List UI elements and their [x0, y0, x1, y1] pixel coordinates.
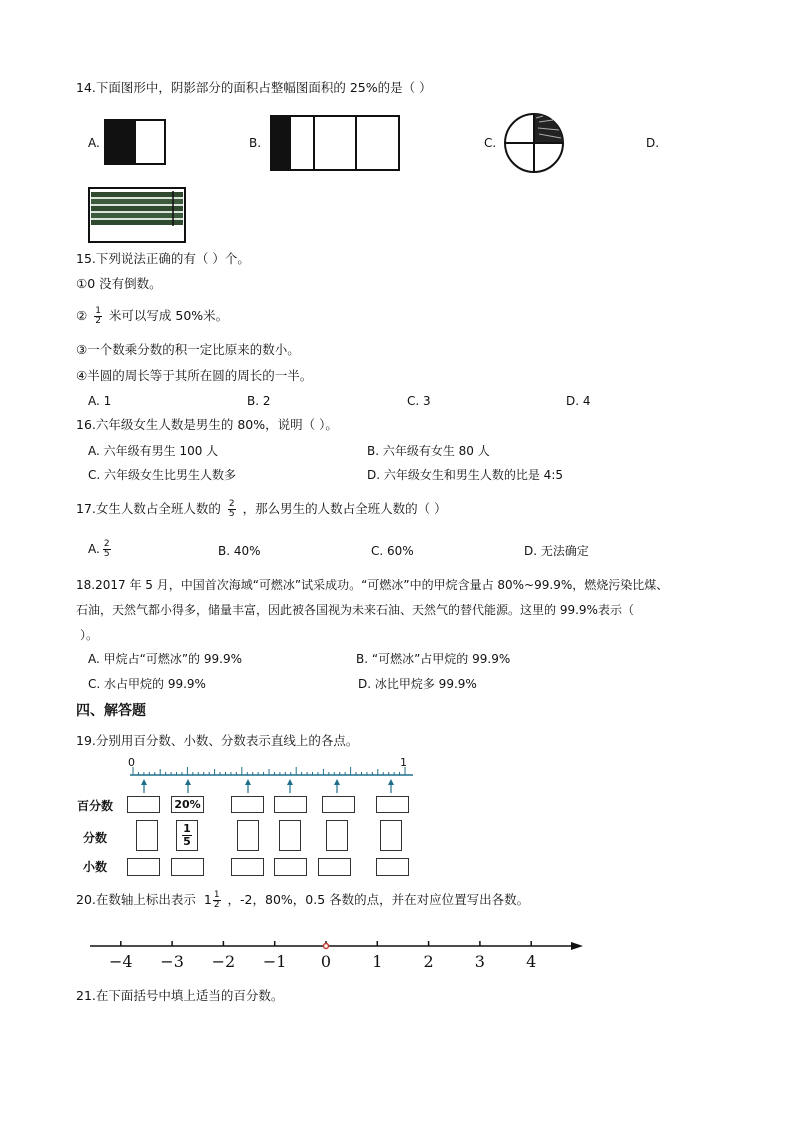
axis-tick-label: 3	[474, 952, 485, 971]
fraction-denominator: 5	[103, 549, 110, 559]
axis-tick-label: −3	[160, 952, 184, 971]
q15-option-b[interactable]: B. 2	[247, 394, 271, 408]
axis-tick-label: 2	[423, 952, 434, 971]
q15-statement-2-text: 米可以写成 50%米。	[108, 308, 229, 323]
ruler-label-end: 1	[400, 756, 407, 769]
q17-option-d[interactable]: D. 无法确定	[524, 544, 589, 558]
mixed-number-whole: 1	[203, 892, 212, 907]
fraction-numerator: 1	[95, 306, 101, 316]
fraction-numerator: 2	[103, 539, 110, 549]
q21-question: 21.在下面括号中填上适当的百分数。	[76, 988, 284, 1003]
q15-option-d[interactable]: D. 4	[566, 394, 591, 408]
percent-example-box: 20%	[171, 796, 204, 813]
axis-tick-label: −2	[211, 952, 236, 971]
q16-question: 16.六年级女生人数是男生的 80%，说明（ ）。	[76, 417, 338, 432]
q17-question-suffix: ，那么男生的人数占全班人数的（ ）	[242, 501, 447, 516]
row-label-percent: 百分数	[77, 799, 114, 813]
q18-question-line-1: 18.2017 年 5 月，中国首次海域“可燃冰”试采成功。“可燃冰”中的甲烷含量占 80%~99.9%，燃烧污染比煤、	[76, 578, 669, 592]
axis-tick-label: 4	[526, 952, 537, 971]
row-label-decimal: 小数	[83, 860, 108, 874]
q15-statement-1: ①0 没有倒数。	[76, 276, 162, 291]
q17-question-prefix: 17.女生人数占全班人数的	[76, 501, 221, 516]
row-label-fraction: 分数	[83, 831, 108, 845]
axis-tick-label: 0	[320, 952, 332, 971]
origin-point	[324, 944, 329, 949]
q18-option-c[interactable]: C. 水占甲烷的 99.9%	[88, 677, 206, 691]
q15-question: 15.下列说法正确的有（ ）个。	[76, 251, 250, 266]
fraction-numerator: 1	[213, 890, 220, 900]
q14-question: 14.下面图形中，阴影部分的面积占整幅图面积的 25%的是（ ）	[76, 80, 432, 95]
fraction-denominator: 2	[95, 316, 101, 326]
fraction-denominator: 5	[183, 835, 191, 848]
axis-tick-label: −1	[262, 952, 287, 971]
q15-statement-2-marker: ②	[76, 308, 88, 323]
q14-option-a-label[interactable]: A.	[88, 136, 100, 150]
q16-option-d[interactable]: D. 六年级女生和男生人数的比是 4:5	[367, 468, 563, 482]
q16-option-c[interactable]: C. 六年级女生比男生人数多	[88, 468, 237, 482]
q17-option-a-label: A.	[88, 542, 100, 556]
q18-question-line-2: 石油，天然气都小得多，储量丰富，因此被各国视为未来石油、天然气的替代能源。这里的 99.9%表示（	[76, 603, 634, 617]
axis-tick-label: −4	[109, 952, 133, 971]
q18-option-d[interactable]: D. 冰比甲烷多 99.9%	[358, 677, 477, 691]
q18-question-line-3: ）。	[80, 628, 99, 642]
axis-arrow-icon	[571, 942, 583, 950]
q18-option-b[interactable]: B. “可燃冰”占甲烷的 99.9%	[356, 652, 511, 666]
fraction-numerator: 1	[183, 822, 191, 835]
q20-question-suffix: ，-2，80%，0.5 各数的点，并在对应位置写出各数。	[227, 892, 530, 907]
q17-option-b[interactable]: B. 40%	[218, 544, 261, 558]
q16-option-a[interactable]: A. 六年级有男生 100 人	[88, 444, 219, 458]
q15-statement-4: ④半圆的周长等于其所在圆的周长的一半。	[76, 368, 313, 383]
q14-option-b-label[interactable]: B.	[249, 136, 262, 150]
q15-option-a[interactable]: A. 1	[88, 394, 112, 408]
q18-option-a[interactable]: A. 甲烷占“可燃冰”的 99.9%	[88, 652, 242, 666]
q17-option-c[interactable]: C. 60%	[371, 544, 414, 558]
section-heading: 四、解答题	[76, 703, 146, 719]
q14-option-d-label[interactable]: D.	[646, 136, 660, 150]
fraction-denominator: 2	[213, 900, 220, 910]
fraction-denominator: 5	[228, 509, 235, 519]
ruler-label-start: 0	[128, 756, 135, 769]
q16-option-b[interactable]: B. 六年级有女生 80 人	[367, 444, 490, 458]
q14-option-c-label[interactable]: C.	[484, 136, 497, 150]
q20-question-prefix: 20.在数轴上标出表示	[76, 892, 196, 907]
q15-option-c[interactable]: C. 3	[407, 394, 431, 408]
axis-tick-label: 1	[372, 952, 383, 971]
q15-statement-3: ③一个数乘分数的积一定比原来的数小。	[76, 342, 300, 357]
q19-question: 19.分别用百分数、小数、分数表示直线上的各点。	[76, 733, 359, 748]
fraction-numerator: 2	[228, 499, 235, 509]
